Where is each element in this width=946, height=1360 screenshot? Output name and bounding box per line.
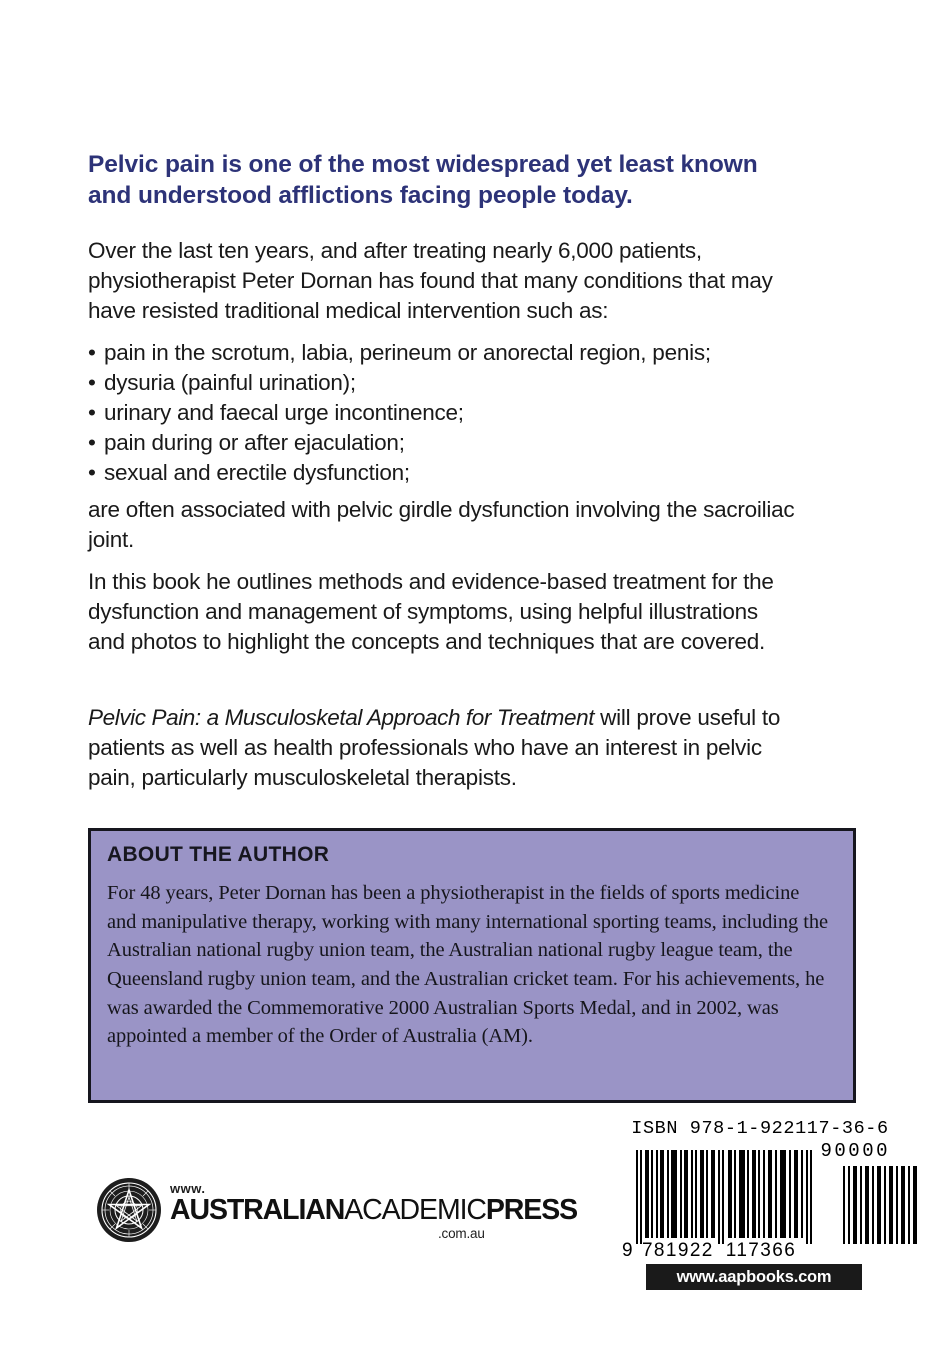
ean-group-1: 781922 <box>641 1240 714 1261</box>
book-title-rest: will prove useful to patients as well as health professionals who have an interest in pelvic pain, particularly musculoskeletal therapists. <box>88 705 781 790</box>
publisher-logo <box>96 1173 578 1249</box>
list-item-label: dysuria (painful urination); <box>104 369 356 395</box>
list-item-label: pain in the scrotum, labia, perineum or anorectal region, penis; <box>104 340 711 365</box>
about-the-author-heading: ABOUT THE AUTHOR <box>107 843 330 866</box>
page-headline: Pelvic pain is one of the most widespread yet least known and understood afflictions facing people today. <box>88 151 758 209</box>
list-item-label: urinary and faecal urge incontinence; <box>104 399 464 425</box>
ean-group-2: 117366 <box>725 1240 797 1261</box>
list-item <box>88 398 808 428</box>
ean-lead-digit: 9 <box>622 1240 634 1261</box>
australian-academic-press-emblem-icon <box>96 1177 162 1243</box>
ean13-barcode-bars-icon <box>634 1150 814 1244</box>
book-description-paragraph: In this book he outlines methods and evidence-based treatment for the dysfunction and management of symptoms, using helpful illustrations and photos to highlight the concepts and techniques that are covered. <box>88 569 774 654</box>
isbn-barcode-block <box>620 1118 892 1290</box>
publisher-name-australian: AUSTRALIAN <box>170 1194 345 1226</box>
list-item <box>88 338 808 368</box>
bullet-dot-icon: • <box>88 399 96 425</box>
bullet-dot-icon: • <box>88 369 96 395</box>
publisher-www-prefix: www. <box>170 1181 206 1196</box>
barcode-addon-digits: 90000 <box>820 1140 890 1162</box>
book-title-italic: Pelvic Pain: a Musculosketal Approach for Treatment <box>88 705 595 730</box>
publisher-domain-suffix: .com.au <box>438 1226 485 1241</box>
publisher-name-academic: ACADEMIC <box>344 1194 486 1226</box>
publisher-website-bar: www.aapbooks.com <box>646 1264 862 1290</box>
list-item <box>88 428 808 458</box>
ean13-digits <box>622 1240 832 1262</box>
publisher-name-press: PRESS <box>485 1194 578 1226</box>
list-item-label: sexual and erectile dysfunction; <box>104 459 410 485</box>
intro-paragraph: Over the last ten years, and after treating nearly 6,000 patients, physiotherapist Peter Dornan has found that many conditions that may have resisted traditional medical intervention such as: <box>88 238 773 323</box>
publisher-wordmark <box>170 1173 578 1247</box>
bullet-dot-icon: • <box>88 340 96 365</box>
isbn-label: ISBN 978-1-922117-36-6 <box>631 1118 889 1139</box>
list-item <box>88 458 808 488</box>
barcode-addon-bars-icon <box>842 1166 920 1244</box>
about-the-author-body: For 48 years, Peter Dornan has been a physiotherapist in the fields of sports medicine and manipulative therapy, working with many international sporting teams, including the Australian national rugby union team, the Australian national rugby league team, the Queensland rugby union team, and the Australian cricket team. For his achievements, he was awarded the Commemorative 2000 Australian Sports Medal, and in 2002, was appointed a member of the Order of Australia (AM). <box>107 882 828 1048</box>
list-item <box>88 368 808 398</box>
bullet-dot-icon: • <box>88 429 96 455</box>
association-paragraph: are often associated with pelvic girdle dysfunction involving the sacroiliac joint. <box>88 497 795 552</box>
title-audience-paragraph <box>88 703 796 793</box>
bullet-dot-icon: • <box>88 459 96 485</box>
publisher-name <box>170 1194 577 1227</box>
about-the-author-box <box>88 828 856 1103</box>
symptom-bullet-list <box>88 338 808 488</box>
list-item-label: pain during or after ejaculation; <box>104 429 405 455</box>
